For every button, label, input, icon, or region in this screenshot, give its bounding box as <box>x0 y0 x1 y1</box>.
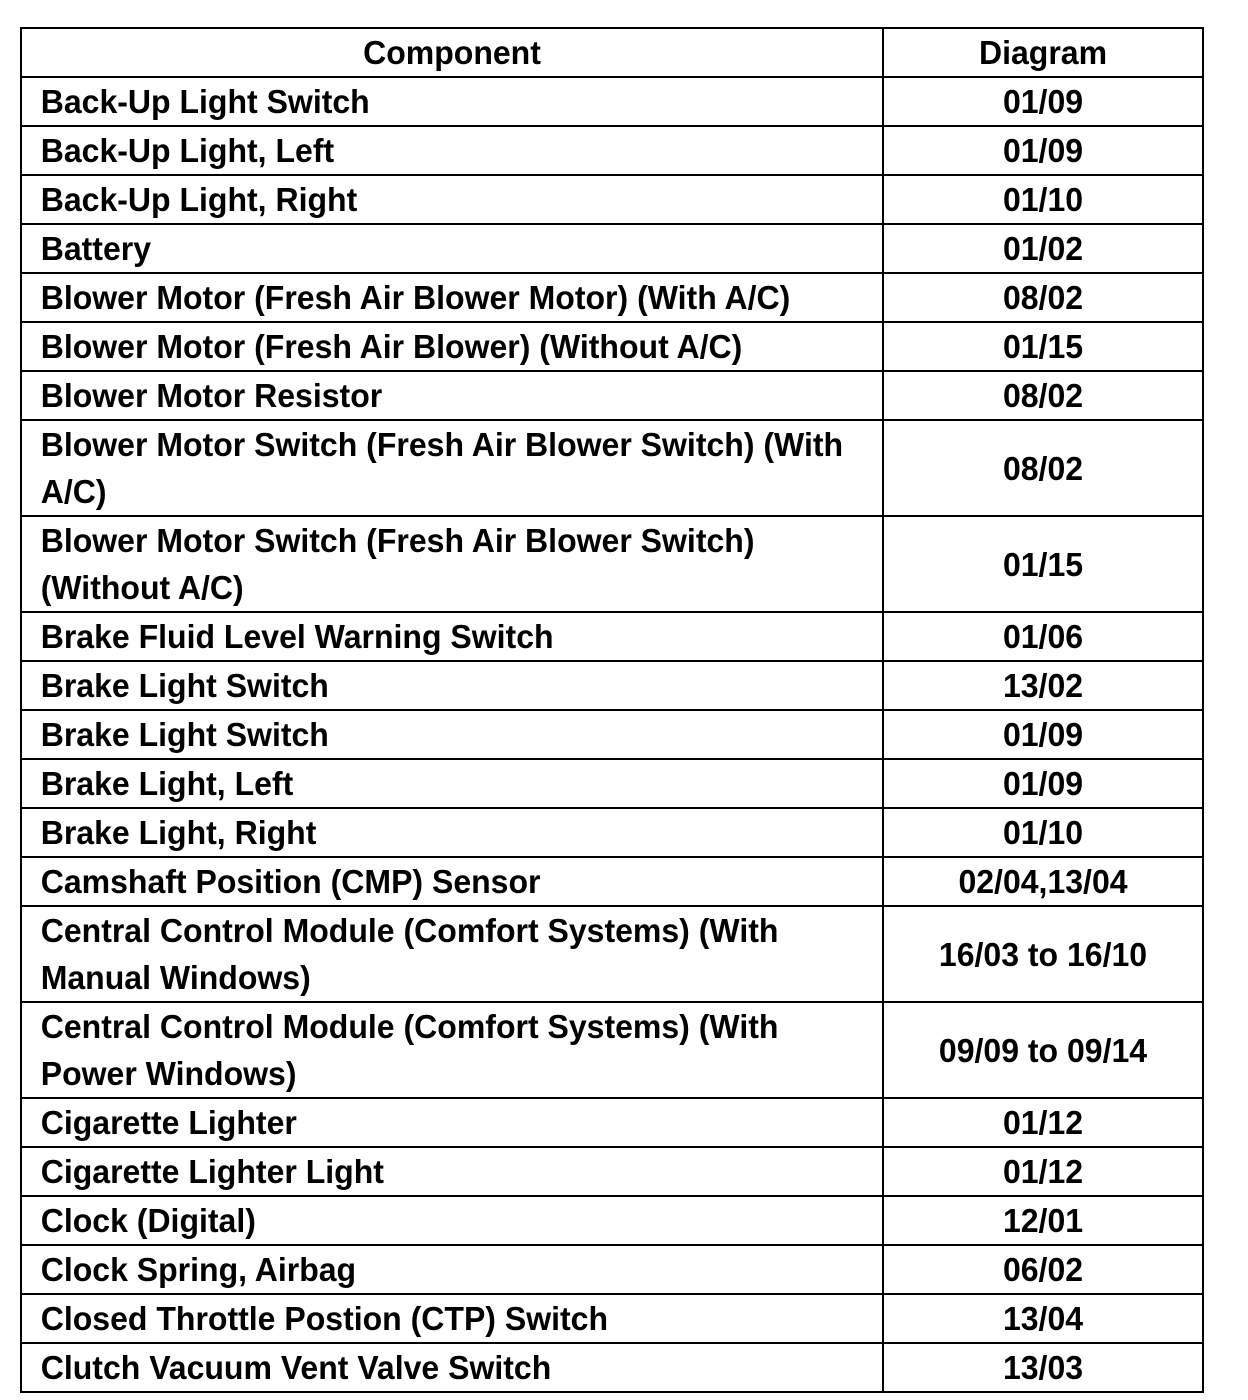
component-cell: Clutch Vacuum Vent Valve Switch <box>34 1343 870 1392</box>
table-row <box>21 759 1203 808</box>
diagram-cell: 01/10 <box>888 808 1198 857</box>
diagram-cell: 13/02 <box>888 661 1198 710</box>
table-row <box>21 175 1203 224</box>
table-row <box>21 1196 1203 1245</box>
component-cell: Back-Up Light, Left <box>34 126 870 175</box>
component-cell: Brake Light Switch <box>34 710 870 759</box>
component-cell: Cigarette Lighter <box>34 1098 870 1147</box>
diagram-cell: 08/02 <box>888 371 1198 420</box>
table-row <box>21 1098 1203 1147</box>
diagram-cell: 08/02 <box>888 420 1198 516</box>
component-cell: Battery <box>34 224 870 273</box>
table-row <box>21 1147 1203 1196</box>
diagram-cell: 06/02 <box>888 1245 1198 1294</box>
table-row <box>21 273 1203 322</box>
diagram-cell: 01/12 <box>888 1147 1198 1196</box>
diagram-cell: 01/10 <box>888 175 1198 224</box>
table-row <box>21 612 1203 661</box>
component-diagram-table-wrapper <box>20 27 1202 1393</box>
table-header-row <box>21 28 1203 77</box>
component-cell: Back-Up Light, Right <box>34 175 870 224</box>
component-cell: Brake Light Switch <box>34 661 870 710</box>
diagram-cell: 01/02 <box>888 224 1198 273</box>
component-cell: Blower Motor (Fresh Air Blower) (Without A/C) <box>34 322 870 371</box>
table-row <box>21 420 1203 516</box>
diagram-cell: 01/15 <box>888 516 1198 612</box>
component-cell: Camshaft Position (CMP) Sensor <box>34 857 870 906</box>
table-row <box>21 857 1203 906</box>
component-cell: Blower Motor (Fresh Air Blower Motor) (With A/C) <box>34 273 870 322</box>
component-cell: Central Control Module (Comfort Systems) (With Power Windows) <box>34 1002 870 1098</box>
column-header-component: Component <box>34 28 870 77</box>
table-row <box>21 224 1203 273</box>
table-row <box>21 371 1203 420</box>
diagram-cell: 01/09 <box>888 710 1198 759</box>
component-cell: Closed Throttle Postion (CTP) Switch <box>34 1294 870 1343</box>
table-row <box>21 1245 1203 1294</box>
table-row <box>21 77 1203 126</box>
component-cell: Blower Motor Switch (Fresh Air Blower Switch) (With A/C) <box>34 420 870 516</box>
component-cell: Brake Fluid Level Warning Switch <box>34 612 870 661</box>
diagram-cell: 01/12 <box>888 1098 1198 1147</box>
component-cell: Clock (Digital) <box>34 1196 870 1245</box>
component-diagram-table <box>20 27 1204 1393</box>
diagram-cell: 01/15 <box>888 322 1198 371</box>
diagram-cell: 16/03 to 16/10 <box>888 906 1198 1002</box>
component-cell: Central Control Module (Comfort Systems) (With Manual Windows) <box>34 906 870 1002</box>
table-row <box>21 1294 1203 1343</box>
diagram-cell: 08/02 <box>888 273 1198 322</box>
diagram-cell: 01/06 <box>888 612 1198 661</box>
diagram-cell: 01/09 <box>888 126 1198 175</box>
table-row <box>21 661 1203 710</box>
component-cell: Back-Up Light Switch <box>34 77 870 126</box>
component-cell: Clock Spring, Airbag <box>34 1245 870 1294</box>
diagram-cell: 13/04 <box>888 1294 1198 1343</box>
component-cell: Blower Motor Resistor <box>34 371 870 420</box>
table-row <box>21 516 1203 612</box>
diagram-cell: 01/09 <box>888 759 1198 808</box>
table-row <box>21 710 1203 759</box>
diagram-cell: 12/01 <box>888 1196 1198 1245</box>
component-cell: Blower Motor Switch (Fresh Air Blower Switch) (Without A/C) <box>34 516 870 612</box>
component-cell: Brake Light, Left <box>34 759 870 808</box>
diagram-cell: 01/09 <box>888 77 1198 126</box>
diagram-cell: 13/03 <box>888 1343 1198 1392</box>
diagram-cell: 02/04,13/04 <box>888 857 1198 906</box>
column-header-diagram: Diagram <box>888 28 1198 77</box>
table-row <box>21 126 1203 175</box>
table-row <box>21 906 1203 1002</box>
table-row <box>21 322 1203 371</box>
table-row <box>21 1002 1203 1098</box>
table-row <box>21 808 1203 857</box>
component-cell: Brake Light, Right <box>34 808 870 857</box>
table-row <box>21 1343 1203 1392</box>
component-cell: Cigarette Lighter Light <box>34 1147 870 1196</box>
diagram-cell: 09/09 to 09/14 <box>888 1002 1198 1098</box>
